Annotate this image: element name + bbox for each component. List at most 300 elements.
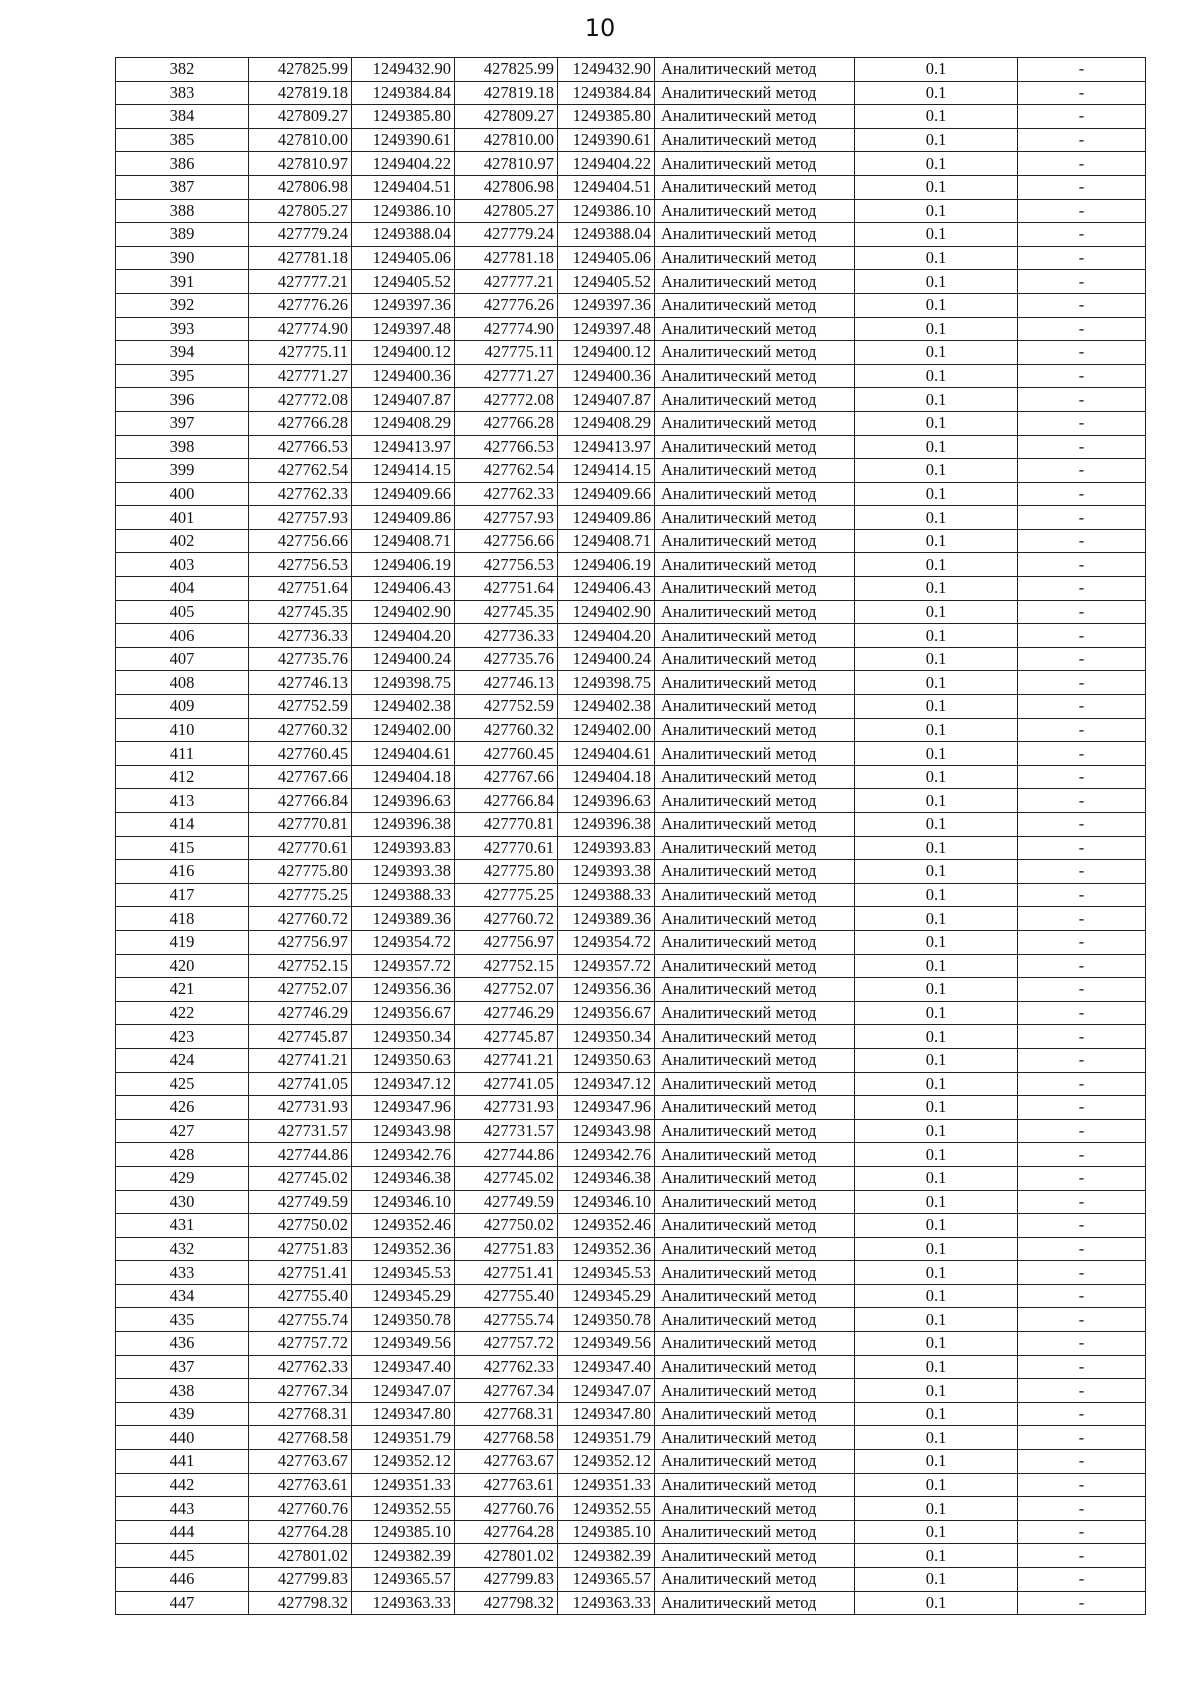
y-new-cell: 1249390.61 [558,128,655,152]
point-number-cell: 407 [116,647,249,671]
x-old-cell: 427731.57 [249,1119,352,1143]
y-new-cell: 1249363.33 [558,1591,655,1615]
y-new-cell: 1249350.63 [558,1048,655,1072]
x-new-cell: 427760.76 [455,1497,558,1521]
table-row [116,624,1146,648]
y-new-cell: 1249347.12 [558,1072,655,1096]
description-cell: - [1018,883,1146,907]
accuracy-cell: 0.1 [855,789,1018,813]
method-cell: Аналитический метод [655,742,855,766]
point-number-cell: 435 [116,1308,249,1332]
y-new-cell: 1249384.84 [558,81,655,105]
x-new-cell: 427763.67 [455,1450,558,1474]
accuracy-cell: 0.1 [855,1308,1018,1332]
x-new-cell: 427746.29 [455,1001,558,1025]
y-old-cell: 1249404.61 [352,742,455,766]
table-row [116,836,1146,860]
x-new-cell: 427746.13 [455,671,558,695]
x-new-cell: 427799.83 [455,1568,558,1592]
description-cell: - [1018,1143,1146,1167]
y-old-cell: 1249347.96 [352,1096,455,1120]
x-new-cell: 427764.28 [455,1520,558,1544]
x-old-cell: 427799.83 [249,1568,352,1592]
accuracy-cell: 0.1 [855,1568,1018,1592]
y-old-cell: 1249349.56 [352,1332,455,1356]
x-new-cell: 427771.27 [455,364,558,388]
description-cell: - [1018,81,1146,105]
description-cell: - [1018,1237,1146,1261]
table-row [116,647,1146,671]
y-old-cell: 1249404.22 [352,152,455,176]
method-cell: Аналитический метод [655,718,855,742]
table-row [116,1284,1146,1308]
y-new-cell: 1249405.52 [558,270,655,294]
table-row [116,930,1146,954]
x-new-cell: 427749.59 [455,1190,558,1214]
y-old-cell: 1249396.63 [352,789,455,813]
accuracy-cell: 0.1 [855,577,1018,601]
y-new-cell: 1249393.38 [558,860,655,884]
accuracy-cell: 0.1 [855,600,1018,624]
accuracy-cell: 0.1 [855,529,1018,553]
y-old-cell: 1249388.33 [352,883,455,907]
point-number-cell: 391 [116,270,249,294]
description-cell: - [1018,978,1146,1002]
x-new-cell: 427801.02 [455,1544,558,1568]
accuracy-cell: 0.1 [855,930,1018,954]
y-new-cell: 1249350.78 [558,1308,655,1332]
table-row [116,364,1146,388]
table-row [116,411,1146,435]
x-new-cell: 427810.97 [455,152,558,176]
y-old-cell: 1249357.72 [352,954,455,978]
table-row [116,1143,1146,1167]
table-row [116,482,1146,506]
y-old-cell: 1249405.52 [352,270,455,294]
x-new-cell: 427757.93 [455,506,558,530]
y-old-cell: 1249402.00 [352,718,455,742]
accuracy-cell: 0.1 [855,459,1018,483]
description-cell: - [1018,388,1146,412]
method-cell: Аналитический метод [655,293,855,317]
x-new-cell: 427766.28 [455,411,558,435]
point-number-cell: 390 [116,246,249,270]
y-new-cell: 1249404.61 [558,742,655,766]
accuracy-cell: 0.1 [855,1379,1018,1403]
accuracy-cell: 0.1 [855,1190,1018,1214]
method-cell: Аналитический метод [655,246,855,270]
point-number-cell: 408 [116,671,249,695]
x-new-cell: 427755.40 [455,1284,558,1308]
accuracy-cell: 0.1 [855,270,1018,294]
point-number-cell: 405 [116,600,249,624]
y-new-cell: 1249352.55 [558,1497,655,1521]
x-new-cell: 427775.25 [455,883,558,907]
point-number-cell: 424 [116,1048,249,1072]
description-cell: - [1018,1355,1146,1379]
table-row [116,553,1146,577]
description-cell: - [1018,553,1146,577]
accuracy-cell: 0.1 [855,81,1018,105]
description-cell: - [1018,58,1146,82]
accuracy-cell: 0.1 [855,482,1018,506]
table-row [116,954,1146,978]
x-new-cell: 427825.99 [455,58,558,82]
method-cell: Аналитический метод [655,105,855,129]
accuracy-cell: 0.1 [855,813,1018,837]
accuracy-cell: 0.1 [855,1237,1018,1261]
x-new-cell: 427779.24 [455,223,558,247]
table-row [116,506,1146,530]
y-new-cell: 1249357.72 [558,954,655,978]
table-row [116,742,1146,766]
y-old-cell: 1249346.10 [352,1190,455,1214]
method-cell: Аналитический метод [655,1237,855,1261]
method-cell: Аналитический метод [655,600,855,624]
method-cell: Аналитический метод [655,1473,855,1497]
description-cell: - [1018,954,1146,978]
table-row [116,199,1146,223]
table-row [116,1072,1146,1096]
point-number-cell: 403 [116,553,249,577]
description-cell: - [1018,128,1146,152]
x-old-cell: 427777.21 [249,270,352,294]
table-row [116,671,1146,695]
x-new-cell: 427735.76 [455,647,558,671]
table-row [116,388,1146,412]
table-row [116,1520,1146,1544]
x-old-cell: 427767.66 [249,765,352,789]
table-row [116,1473,1146,1497]
x-new-cell: 427766.84 [455,789,558,813]
table-row [116,1355,1146,1379]
accuracy-cell: 0.1 [855,836,1018,860]
x-new-cell: 427736.33 [455,624,558,648]
method-cell: Аналитический метод [655,270,855,294]
y-new-cell: 1249400.12 [558,341,655,365]
description-cell: - [1018,577,1146,601]
point-number-cell: 438 [116,1379,249,1403]
x-old-cell: 427760.76 [249,1497,352,1521]
y-old-cell: 1249407.87 [352,388,455,412]
table-row [116,1261,1146,1285]
table-row [116,246,1146,270]
accuracy-cell: 0.1 [855,1473,1018,1497]
method-cell: Аналитический метод [655,58,855,82]
x-old-cell: 427751.41 [249,1261,352,1285]
table-row [116,600,1146,624]
description-cell: - [1018,1190,1146,1214]
method-cell: Аналитический метод [655,1308,855,1332]
x-new-cell: 427767.34 [455,1379,558,1403]
description-cell: - [1018,600,1146,624]
table-row [116,341,1146,365]
accuracy-cell: 0.1 [855,553,1018,577]
accuracy-cell: 0.1 [855,1591,1018,1615]
method-cell: Аналитический метод [655,930,855,954]
x-new-cell: 427745.35 [455,600,558,624]
accuracy-cell: 0.1 [855,1214,1018,1238]
table-row [116,105,1146,129]
x-new-cell: 427751.41 [455,1261,558,1285]
y-new-cell: 1249389.36 [558,907,655,931]
accuracy-cell: 0.1 [855,246,1018,270]
point-number-cell: 428 [116,1143,249,1167]
x-new-cell: 427763.61 [455,1473,558,1497]
y-old-cell: 1249347.40 [352,1355,455,1379]
x-old-cell: 427819.18 [249,81,352,105]
description-cell: - [1018,1402,1146,1426]
x-old-cell: 427762.33 [249,1355,352,1379]
description-cell: - [1018,1379,1146,1403]
description-cell: - [1018,1214,1146,1238]
y-new-cell: 1249356.36 [558,978,655,1002]
method-cell: Аналитический метод [655,1190,855,1214]
description-cell: - [1018,1284,1146,1308]
method-cell: Аналитический метод [655,553,855,577]
point-number-cell: 394 [116,341,249,365]
description-cell: - [1018,105,1146,129]
point-number-cell: 429 [116,1166,249,1190]
accuracy-cell: 0.1 [855,765,1018,789]
y-new-cell: 1249345.29 [558,1284,655,1308]
y-old-cell: 1249393.38 [352,860,455,884]
y-new-cell: 1249350.34 [558,1025,655,1049]
accuracy-cell: 0.1 [855,58,1018,82]
description-cell: - [1018,1332,1146,1356]
table-row [116,813,1146,837]
method-cell: Аналитический метод [655,341,855,365]
y-old-cell: 1249400.12 [352,341,455,365]
point-number-cell: 411 [116,742,249,766]
x-old-cell: 427779.24 [249,223,352,247]
x-old-cell: 427774.90 [249,317,352,341]
description-cell: - [1018,341,1146,365]
accuracy-cell: 0.1 [855,364,1018,388]
table-row [116,577,1146,601]
description-cell: - [1018,293,1146,317]
x-new-cell: 427777.21 [455,270,558,294]
y-new-cell: 1249432.90 [558,58,655,82]
y-new-cell: 1249388.33 [558,883,655,907]
x-old-cell: 427766.53 [249,435,352,459]
point-number-cell: 388 [116,199,249,223]
description-cell: - [1018,671,1146,695]
x-old-cell: 427775.25 [249,883,352,907]
description-cell: - [1018,1308,1146,1332]
point-number-cell: 441 [116,1450,249,1474]
x-old-cell: 427810.97 [249,152,352,176]
accuracy-cell: 0.1 [855,1402,1018,1426]
y-old-cell: 1249409.86 [352,506,455,530]
y-new-cell: 1249400.36 [558,364,655,388]
description-cell: - [1018,199,1146,223]
point-number-cell: 404 [116,577,249,601]
description-cell: - [1018,1001,1146,1025]
y-old-cell: 1249347.07 [352,1379,455,1403]
method-cell: Аналитический метод [655,695,855,719]
point-number-cell: 421 [116,978,249,1002]
table-row [116,1426,1146,1450]
point-number-cell: 430 [116,1190,249,1214]
y-new-cell: 1249406.19 [558,553,655,577]
x-new-cell: 427775.11 [455,341,558,365]
y-new-cell: 1249352.12 [558,1450,655,1474]
y-old-cell: 1249398.75 [352,671,455,695]
y-new-cell: 1249414.15 [558,459,655,483]
x-old-cell: 427752.15 [249,954,352,978]
table-row [116,293,1146,317]
table-row [116,1450,1146,1474]
description-cell: - [1018,506,1146,530]
y-old-cell: 1249385.10 [352,1520,455,1544]
method-cell: Аналитический метод [655,152,855,176]
x-old-cell: 427781.18 [249,246,352,270]
method-cell: Аналитический метод [655,1001,855,1025]
table-row [116,223,1146,247]
table-row [116,1048,1146,1072]
table-row [116,1237,1146,1261]
y-old-cell: 1249400.24 [352,647,455,671]
method-cell: Аналитический метод [655,411,855,435]
point-number-cell: 395 [116,364,249,388]
description-cell: - [1018,765,1146,789]
x-new-cell: 427745.02 [455,1166,558,1190]
point-number-cell: 432 [116,1237,249,1261]
table-row [116,175,1146,199]
y-old-cell: 1249352.12 [352,1450,455,1474]
x-new-cell: 427756.97 [455,930,558,954]
point-number-cell: 401 [116,506,249,530]
x-new-cell: 427756.66 [455,529,558,553]
method-cell: Аналитический метод [655,388,855,412]
table-row [116,978,1146,1002]
point-number-cell: 422 [116,1001,249,1025]
table-row [116,58,1146,82]
method-cell: Аналитический метод [655,577,855,601]
y-new-cell: 1249413.97 [558,435,655,459]
y-new-cell: 1249409.86 [558,506,655,530]
point-number-cell: 409 [116,695,249,719]
x-new-cell: 427741.21 [455,1048,558,1072]
description-cell: - [1018,647,1146,671]
accuracy-cell: 0.1 [855,1072,1018,1096]
description-cell: - [1018,1096,1146,1120]
point-number-cell: 445 [116,1544,249,1568]
accuracy-cell: 0.1 [855,671,1018,695]
x-new-cell: 427731.57 [455,1119,558,1143]
table-row [116,317,1146,341]
y-old-cell: 1249404.51 [352,175,455,199]
method-cell: Аналитический метод [655,223,855,247]
point-number-cell: 400 [116,482,249,506]
accuracy-cell: 0.1 [855,223,1018,247]
accuracy-cell: 0.1 [855,1261,1018,1285]
description-cell: - [1018,435,1146,459]
y-new-cell: 1249409.66 [558,482,655,506]
method-cell: Аналитический метод [655,175,855,199]
accuracy-cell: 0.1 [855,1025,1018,1049]
accuracy-cell: 0.1 [855,1143,1018,1167]
y-new-cell: 1249393.83 [558,836,655,860]
y-old-cell: 1249356.67 [352,1001,455,1025]
accuracy-cell: 0.1 [855,128,1018,152]
y-new-cell: 1249397.48 [558,317,655,341]
accuracy-cell: 0.1 [855,1048,1018,1072]
y-old-cell: 1249365.57 [352,1568,455,1592]
y-new-cell: 1249354.72 [558,930,655,954]
point-number-cell: 402 [116,529,249,553]
description-cell: - [1018,270,1146,294]
description-cell: - [1018,1048,1146,1072]
point-number-cell: 419 [116,930,249,954]
x-new-cell: 427741.05 [455,1072,558,1096]
x-old-cell: 427801.02 [249,1544,352,1568]
description-cell: - [1018,695,1146,719]
point-number-cell: 442 [116,1473,249,1497]
point-number-cell: 385 [116,128,249,152]
accuracy-cell: 0.1 [855,1450,1018,1474]
table-row [116,435,1146,459]
x-old-cell: 427767.34 [249,1379,352,1403]
description-cell: - [1018,860,1146,884]
table-row [116,883,1146,907]
table-row [116,1119,1146,1143]
point-number-cell: 415 [116,836,249,860]
table-row [116,907,1146,931]
x-old-cell: 427749.59 [249,1190,352,1214]
point-number-cell: 398 [116,435,249,459]
y-new-cell: 1249347.96 [558,1096,655,1120]
method-cell: Аналитический метод [655,1544,855,1568]
y-new-cell: 1249356.67 [558,1001,655,1025]
accuracy-cell: 0.1 [855,695,1018,719]
accuracy-cell: 0.1 [855,1119,1018,1143]
x-new-cell: 427770.61 [455,836,558,860]
y-old-cell: 1249414.15 [352,459,455,483]
description-cell: - [1018,813,1146,837]
x-new-cell: 427752.59 [455,695,558,719]
x-old-cell: 427746.29 [249,1001,352,1025]
point-number-cell: 410 [116,718,249,742]
y-old-cell: 1249406.43 [352,577,455,601]
x-old-cell: 427809.27 [249,105,352,129]
y-new-cell: 1249345.53 [558,1261,655,1285]
x-old-cell: 427766.84 [249,789,352,813]
x-old-cell: 427771.27 [249,364,352,388]
x-old-cell: 427764.28 [249,1520,352,1544]
y-new-cell: 1249408.71 [558,529,655,553]
point-number-cell: 443 [116,1497,249,1521]
point-number-cell: 434 [116,1284,249,1308]
description-cell: - [1018,1072,1146,1096]
table-row [116,128,1146,152]
y-new-cell: 1249349.56 [558,1332,655,1356]
x-old-cell: 427744.86 [249,1143,352,1167]
method-cell: Аналитический метод [655,81,855,105]
x-new-cell: 427806.98 [455,175,558,199]
method-cell: Аналитический метод [655,624,855,648]
x-new-cell: 427762.33 [455,482,558,506]
point-number-cell: 382 [116,58,249,82]
point-number-cell: 406 [116,624,249,648]
x-new-cell: 427766.53 [455,435,558,459]
x-new-cell: 427767.66 [455,765,558,789]
x-old-cell: 427760.72 [249,907,352,931]
accuracy-cell: 0.1 [855,317,1018,341]
accuracy-cell: 0.1 [855,1166,1018,1190]
y-old-cell: 1249354.72 [352,930,455,954]
